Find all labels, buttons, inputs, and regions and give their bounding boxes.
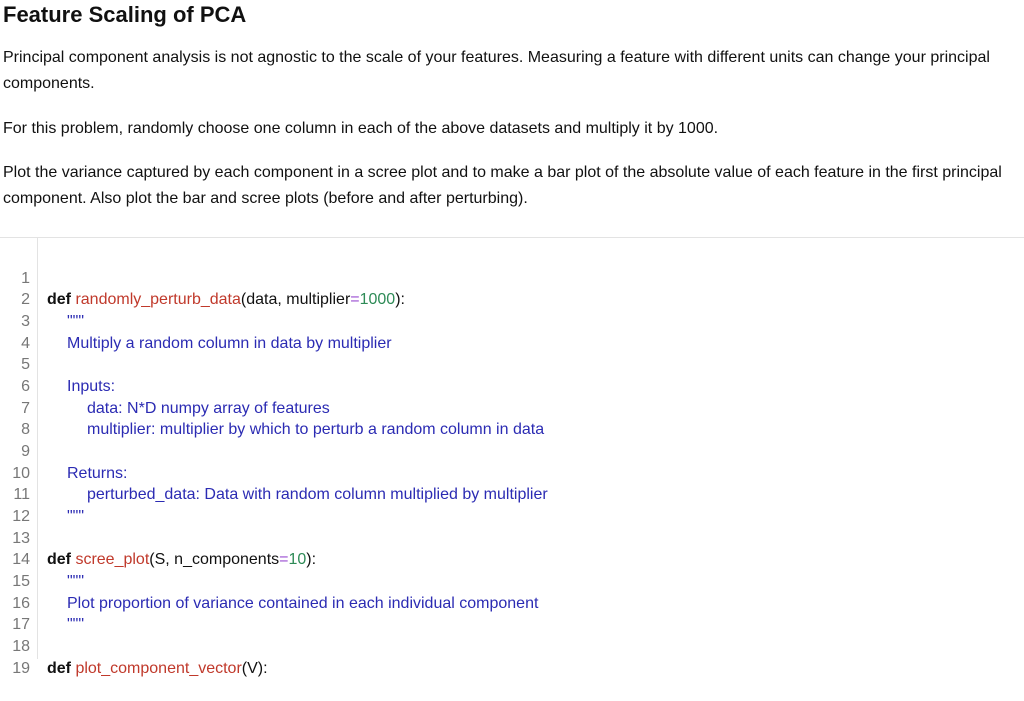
line-number: 19	[12, 659, 30, 677]
docstring-text: multiplier: multiplier by which to perturb a random column in data	[87, 421, 545, 439]
line-number: 9	[21, 443, 30, 460]
line-number: 15	[12, 573, 30, 590]
line-number: 6	[21, 378, 30, 395]
line-number: 12	[12, 508, 30, 525]
code-line-3	[0, 289, 1024, 352]
keyword-def: def	[47, 551, 71, 569]
docstring-text: Plot proportion of variance contained in each individual component	[67, 594, 539, 612]
code-line-12	[0, 484, 1024, 525]
line-number: 8	[21, 421, 30, 439]
line-number: 3	[21, 313, 30, 330]
code-text	[47, 658, 268, 680]
docstring-text: Returns:	[67, 464, 128, 482]
line-number: 14	[12, 551, 30, 569]
function-args: (V):	[241, 659, 268, 677]
docstring-delimiter: """	[67, 616, 85, 634]
docstring-delimiter: """	[67, 508, 85, 525]
number-literal: 1000	[359, 291, 396, 309]
docstring-delimiter: """	[67, 313, 85, 330]
number-literal: 10	[288, 551, 307, 569]
plot-instructions-paragraph: Plot the variance captured by each component in a scree plot and to make a bar plot of the absolute value of each feature in the first principal component. Also plot the bar and scree plots (before and after perturbing).	[3, 164, 1002, 207]
operator: =	[279, 551, 289, 569]
function-name: scree_plot	[75, 551, 150, 569]
code-line-1	[0, 246, 1024, 309]
function-args-close: ):	[395, 291, 405, 309]
line-number: 1	[21, 269, 30, 287]
function-args: (data, multiplier	[240, 291, 351, 309]
docstring-text: data: N*D numpy array of features	[87, 399, 330, 417]
line-number: 4	[21, 334, 30, 352]
line-number: 13	[12, 529, 30, 547]
line-number: 7	[21, 399, 30, 417]
function-name: plot_component_vector	[75, 659, 242, 677]
function-args: (S, n_components	[149, 551, 280, 569]
code-line-5	[0, 333, 1024, 395]
keyword-def: def	[47, 659, 71, 677]
line-number: 11	[13, 486, 30, 504]
code-editor[interactable]	[0, 237, 1024, 677]
line-number: 18	[12, 638, 30, 655]
page-title: Feature Scaling of PCA	[3, 2, 247, 27]
line-number: 10	[12, 464, 30, 482]
docstring-delimiter: """	[67, 573, 85, 590]
function-name: randomly_perturb_data	[75, 291, 241, 309]
line-number: 5	[21, 356, 30, 374]
docstring-text: Inputs:	[67, 378, 116, 395]
operator: =	[350, 291, 360, 309]
code-line-17	[0, 593, 1024, 634]
instruction-paragraph: For this problem, randomly choose one column in each of the above datasets and multiply it by 1000.	[3, 120, 719, 137]
keyword-def: def	[47, 291, 71, 309]
docstring-text: Multiply a random column in data by multiplier	[67, 334, 392, 352]
line-number: 16	[12, 594, 30, 612]
docstring-text: perturbed_data: Data with random column multiplied by multiplier	[87, 486, 548, 504]
line-number: 2	[21, 291, 30, 309]
function-args-close: ):	[306, 551, 317, 569]
intro-paragraph: Principal component analysis is not agnostic to the scale of your features. Measuring a feature with different units can change your principal components.	[3, 49, 990, 92]
line-number: 17	[12, 616, 30, 634]
